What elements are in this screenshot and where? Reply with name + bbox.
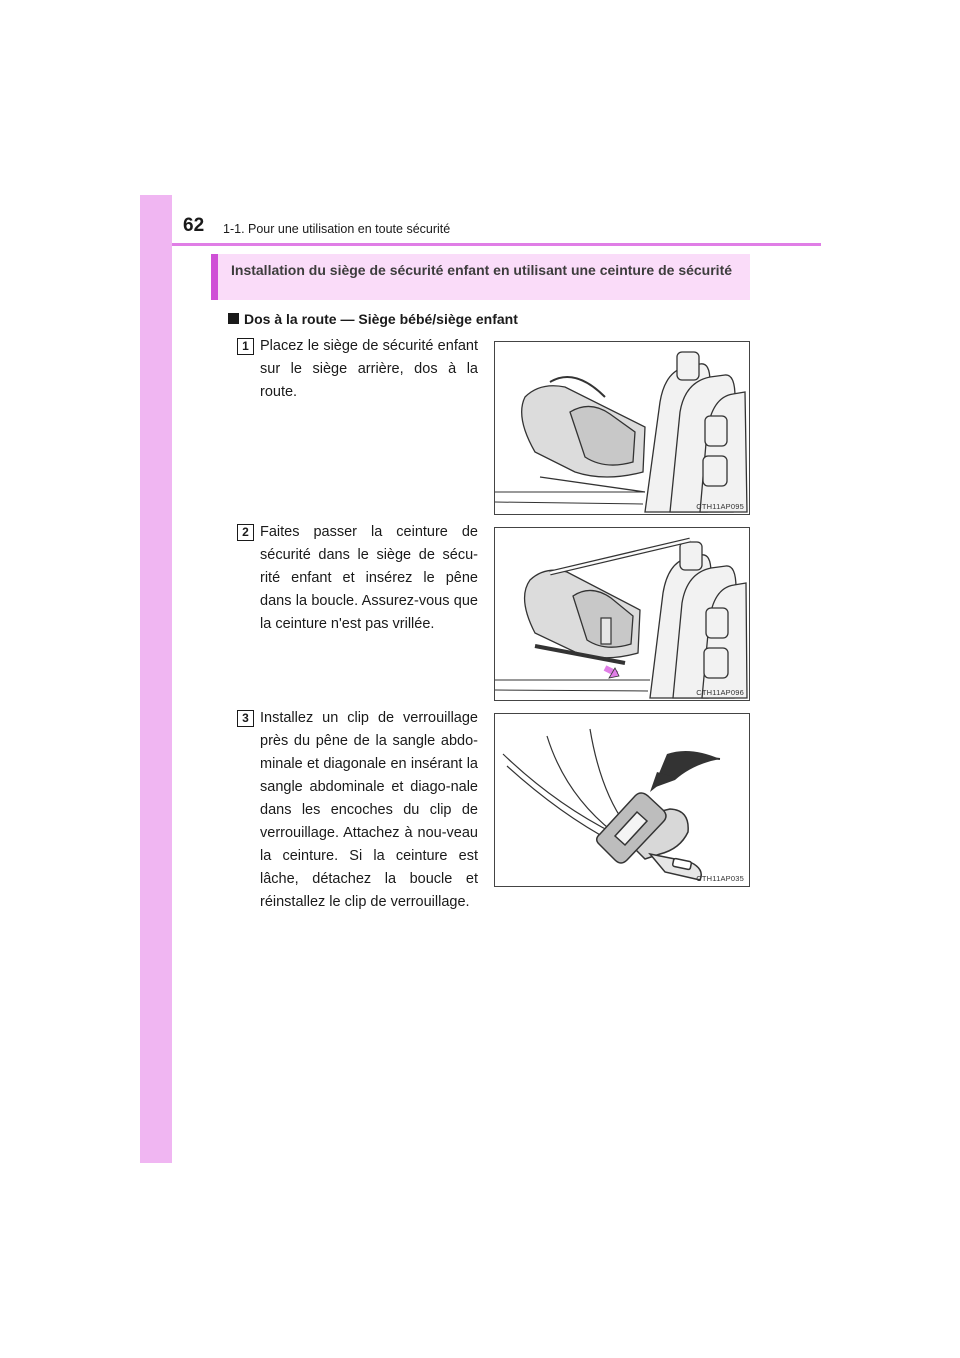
figure-code-1: CTH11AP095 <box>696 502 744 511</box>
step-text-1: Placez le siège de sécurité enfant sur le siège arrière, dos à la route. <box>260 338 478 400</box>
page-number: 62 <box>183 215 205 236</box>
seat-belt-routing-illustration <box>495 528 748 699</box>
figure-code-2: CTH11AP096 <box>696 688 744 697</box>
running-header: 1-1. Pour une utilisation en toute sécurité <box>223 222 451 236</box>
figure-step-3 <box>494 713 750 887</box>
subsection-heading <box>228 311 518 327</box>
header-rule <box>172 243 821 246</box>
square-bullet-icon <box>228 313 239 324</box>
step-text-2: Faites passer la ceinture de sécurité dans le siège de sécu-rité enfant et insérez le pêne dans la boucle. Assurez-vous que la ceinture n'est pas vrillée. <box>260 524 478 632</box>
locking-clip-illustration <box>495 714 748 885</box>
step-number-3: 3 <box>237 710 254 727</box>
step-number-2: 2 <box>237 524 254 541</box>
section-header-box <box>211 254 750 300</box>
figure-step-1 <box>494 341 750 515</box>
chapter-side-band <box>140 195 172 1163</box>
figure-step-2 <box>494 527 750 701</box>
section-title: Installation du siège de sécurité enfant en utilisant une ceinture de sécurité <box>231 262 733 278</box>
subsection-title: Dos à la route — Siège bébé/siège enfant <box>244 311 518 327</box>
figure-code-3: CTH11AP035 <box>696 874 744 883</box>
step-number-1: 1 <box>237 338 254 355</box>
step-text-3: Installez un clip de verrouillage près du pêne de la sangle abdo-minale et diagonale en insérant la sangle abdominale et diago-nale dans les encoches du clip de verrouillage. Attachez à nou-veau la ceinture. Si la ceinture est lâche, détachez la boucle et réinstallez le clip de verrouillage. <box>260 710 478 910</box>
child-seat-rear-facing-illustration <box>495 342 748 513</box>
